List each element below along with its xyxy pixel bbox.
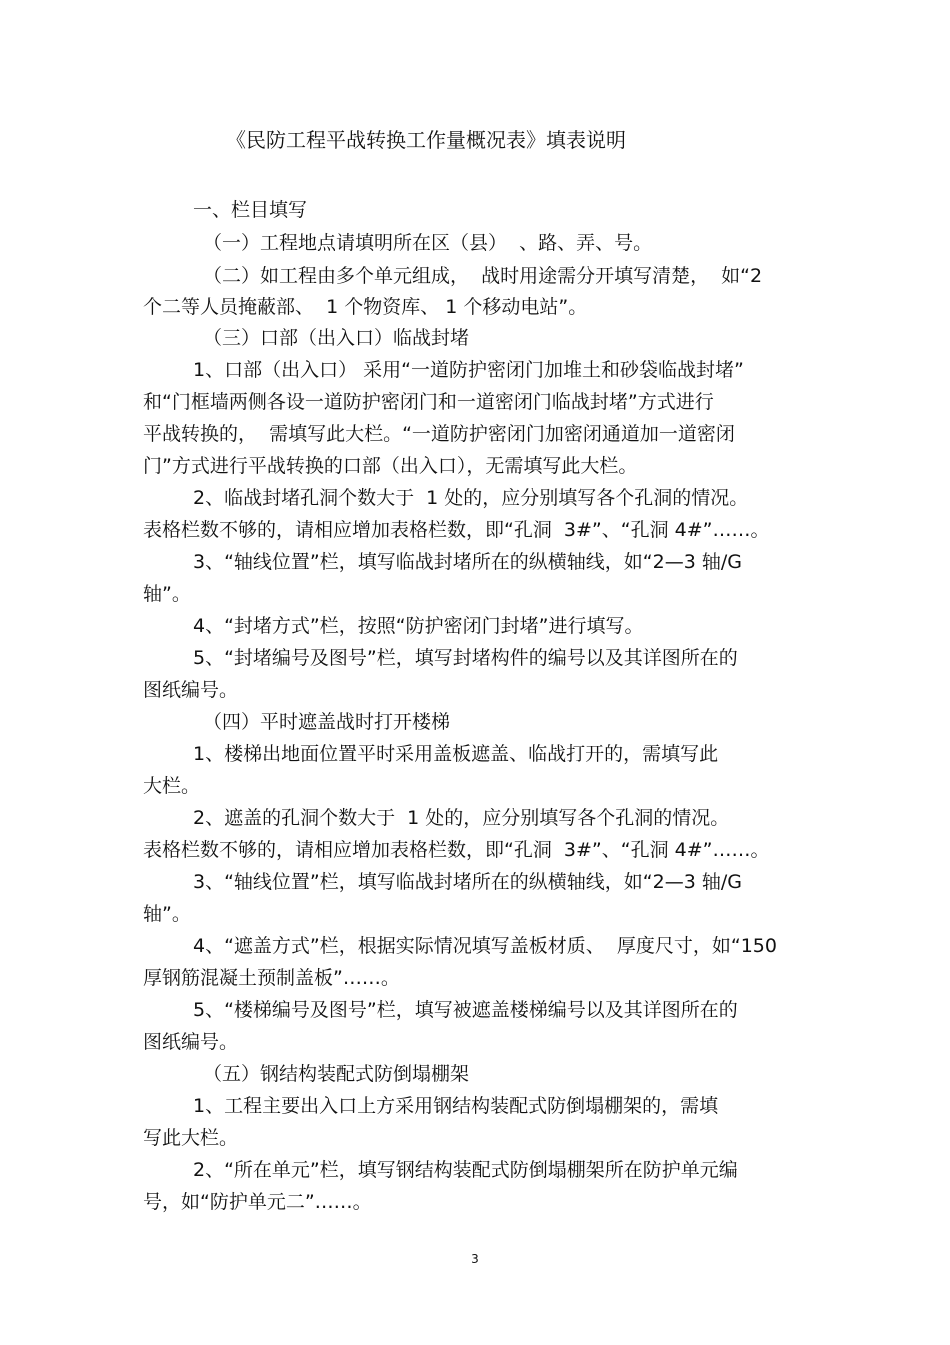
paragraph-line: 写此大栏。 bbox=[143, 1127, 239, 1149]
paragraph-line: （二）如工程由多个单元组成， 战时用途需分开填写清楚， 如“2 bbox=[203, 265, 763, 287]
page-number: 3 bbox=[471, 1252, 479, 1266]
paragraph-line: 2、临战封堵孔洞个数大于 1 处的，应分别填写各个孔洞的情况。 bbox=[193, 487, 749, 509]
paragraph-line: 图纸编号。 bbox=[143, 1031, 239, 1053]
subsection-heading: （四）平时遮盖战时打开楼梯 bbox=[203, 711, 451, 733]
paragraph-line: 图纸编号。 bbox=[143, 679, 239, 701]
subsection-heading: （三）口部（出入口）临战封堵 bbox=[203, 327, 470, 349]
paragraph-line: 2、遮盖的孔洞个数大于 1 处的，应分别填写各个孔洞的情况。 bbox=[193, 807, 730, 829]
paragraph-line: 轴”。 bbox=[143, 903, 191, 925]
paragraph-line: 5、“楼梯编号及图号”栏，填写被遮盖楼梯编号以及其详图所在的 bbox=[193, 999, 738, 1021]
paragraph-line: 号，如“防护单元二”……。 bbox=[143, 1191, 372, 1213]
paragraph-line: 1、工程主要出入口上方采用钢结构装配式防倒塌棚架的，需填 bbox=[193, 1095, 719, 1117]
section-heading: 一、栏目填写 bbox=[193, 199, 308, 221]
paragraph-line: 个二等人员掩蔽部、 1 个物资库、 1 个移动电站”。 bbox=[143, 296, 588, 318]
paragraph-line: 门”方式进行平战转换的口部（出入口），无需填写此大栏。 bbox=[143, 455, 638, 477]
subsection-heading: （五）钢结构装配式防倒塌棚架 bbox=[203, 1063, 470, 1085]
paragraph-line: 平战转换的， 需填写此大栏。“一道防护密闭门加密闭通道加一道密闭 bbox=[143, 423, 735, 445]
paragraph-line: 1、楼梯出地面位置平时采用盖板遮盖、临战打开的，需填写此 bbox=[193, 743, 719, 765]
page-title: 《民防工程平战转换工作量概况表》填表说明 bbox=[226, 128, 626, 152]
paragraph-line: 1、口部（出入口） 采用“一道防护密闭门加堆土和砂袋临战封堵” bbox=[193, 359, 744, 381]
paragraph-line: 表格栏数不够的，请相应增加表格栏数，即“孔洞 3#”、“孔洞 4#”……。 bbox=[143, 839, 770, 861]
paragraph-line: 2、“所在单元”栏，填写钢结构装配式防倒塌棚架所在防护单元编 bbox=[193, 1159, 738, 1181]
paragraph-line: 表格栏数不够的，请相应增加表格栏数，即“孔洞 3#”、“孔洞 4#”……。 bbox=[143, 519, 770, 541]
paragraph-line: 4、“封堵方式”栏，按照“防护密闭门封堵”进行填写。 bbox=[193, 615, 644, 637]
paragraph-line: 5、“封堵编号及图号”栏，填写封堵构件的编号以及其详图所在的 bbox=[193, 647, 738, 669]
paragraph-line: 厚钢筋混凝土预制盖板”……。 bbox=[143, 967, 400, 989]
paragraph-line: 轴”。 bbox=[143, 583, 191, 605]
paragraph-line: 3、“轴线位置”栏，填写临战封堵所在的纵横轴线，如“2—3 轴/G bbox=[193, 551, 742, 573]
paragraph-line: 和“门框墙两侧各设一道防护密闭门和一道密闭门临战封堵”方式进行 bbox=[143, 391, 714, 413]
paragraph-line: 4、“遮盖方式”栏，根据实际情况填写盖板材质、 厚度尺寸，如“150 bbox=[193, 935, 777, 957]
paragraph-line: （一）工程地点请填明所在区（县） 、路、弄、号。 bbox=[203, 232, 653, 254]
paragraph-line: 大栏。 bbox=[143, 775, 201, 797]
paragraph-line: 3、“轴线位置”栏，填写临战封堵所在的纵横轴线，如“2—3 轴/G bbox=[193, 871, 742, 893]
